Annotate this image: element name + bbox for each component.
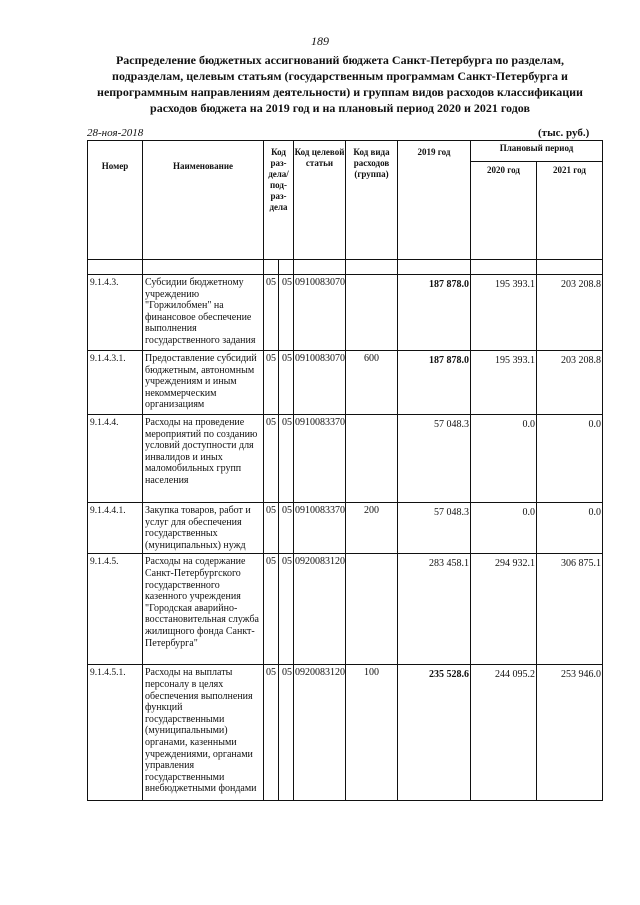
header-name: Наименование [143,141,264,260]
row-expense-type: 200 [346,503,398,554]
row-2020: 294 932.1 [471,554,537,665]
header-section-code: Код раз-дела/ под-раз-дела [264,141,294,260]
table-row [88,415,603,503]
row-section: 05 [264,503,279,554]
row-expense-type [346,554,398,665]
row-2019: 187 878.0 [398,275,471,351]
document-title: Распределение бюджетных ассигнований бюджета Санкт-Петербурга по разделам, подразделам, целевым статьям (государственным программам Санкт-Петербурга и непрограммным направлениям деятельности) и группам видов расходов классификации расходов бюджета на 2019 год и на плановый период 2020 и 2021 годов [97,53,583,115]
row-name: Субсидии бюджетному учреждению "Горжилобмен" на финансовое обеспечение выполнения государственного задания [143,275,264,351]
header-target-code: Код целевой статьи [294,141,346,260]
row-section: 05 [264,415,279,503]
row-2021: 203 208.8 [537,275,603,351]
header-year-2019: 2019 год [398,141,471,260]
row-2020: 0.0 [471,415,537,503]
row-number: 9.1.4.3.1. [88,351,143,415]
table-row [88,503,603,554]
row-target-code: 0910083070 [294,351,346,415]
row-number: 9.1.4.5.1. [88,665,143,801]
header-planned-period: Плановый период [471,141,603,162]
row-number: 9.1.4.4.1. [88,503,143,554]
row-2020: 0.0 [471,503,537,554]
table-row [88,554,603,665]
row-target-code: 0910083370 [294,503,346,554]
row-section: 05 [264,554,279,665]
row-subsection: 05 [279,275,294,351]
row-section: 05 [264,665,279,801]
row-number: 9.1.4.4. [88,415,143,503]
row-number: 9.1.4.3. [88,275,143,351]
row-target-code: 0920083120 [294,554,346,665]
row-target-code: 0910083070 [294,275,346,351]
row-name: Расходы на содержание Санкт-Петербургского государственного казенного учреждения "Городская аварийно-восстановительная служба жилищного фонда Санкт-Петербурга" [143,554,264,665]
budget-table [87,140,603,801]
row-subsection: 05 [279,415,294,503]
row-2020: 244 095.2 [471,665,537,801]
document-date: 28-ноя-2018 [87,127,144,139]
row-2019: 187 878.0 [398,351,471,415]
row-2021: 0.0 [537,503,603,554]
row-subsection: 05 [279,665,294,801]
header-year-2020: 2020 год [471,162,537,260]
row-target-code: 0920083120 [294,665,346,801]
units-label: (тыс. руб.) [538,127,590,139]
table-row [88,351,603,415]
header-expense-type-code: Код вида расходов (группа) [346,141,398,260]
row-expense-type [346,415,398,503]
row-number: 9.1.4.5. [88,554,143,665]
row-section: 05 [264,275,279,351]
row-2021: 253 946.0 [537,665,603,801]
row-subsection: 05 [279,351,294,415]
header-year-2021: 2021 год [537,162,603,260]
row-expense-type [346,275,398,351]
row-2020: 195 393.1 [471,275,537,351]
page-number: 189 [311,34,329,48]
row-expense-type: 600 [346,351,398,415]
row-2021: 0.0 [537,415,603,503]
row-2021: 306 875.1 [537,554,603,665]
row-2019: 57 048.3 [398,415,471,503]
row-2021: 203 208.8 [537,351,603,415]
table-row [88,665,603,801]
row-2019: 57 048.3 [398,503,471,554]
row-target-code: 0910083370 [294,415,346,503]
row-subsection: 05 [279,554,294,665]
row-subsection: 05 [279,503,294,554]
row-section: 05 [264,351,279,415]
header-number: Номер [88,141,143,260]
row-name: Предоставление субсидий бюджетным, автономным учреждениям и иным некоммерческим организациям [143,351,264,415]
row-2019: 235 528.6 [398,665,471,801]
row-name: Расходы на проведение мероприятий по созданию условий доступности для инвалидов и иных маломобильных групп населения [143,415,264,503]
row-expense-type: 100 [346,665,398,801]
table-row [88,275,603,351]
row-2019: 283 458.1 [398,554,471,665]
row-2020: 195 393.1 [471,351,537,415]
row-name: Расходы на выплаты персоналу в целях обеспечения выполнения функций государственными (муниципальными) органами, казенными учреждениями, органами управления государственными внебюджетными фондами [143,665,264,801]
row-name: Закупка товаров, работ и услуг для обеспечения государственных (муниципальных) нужд [143,503,264,554]
